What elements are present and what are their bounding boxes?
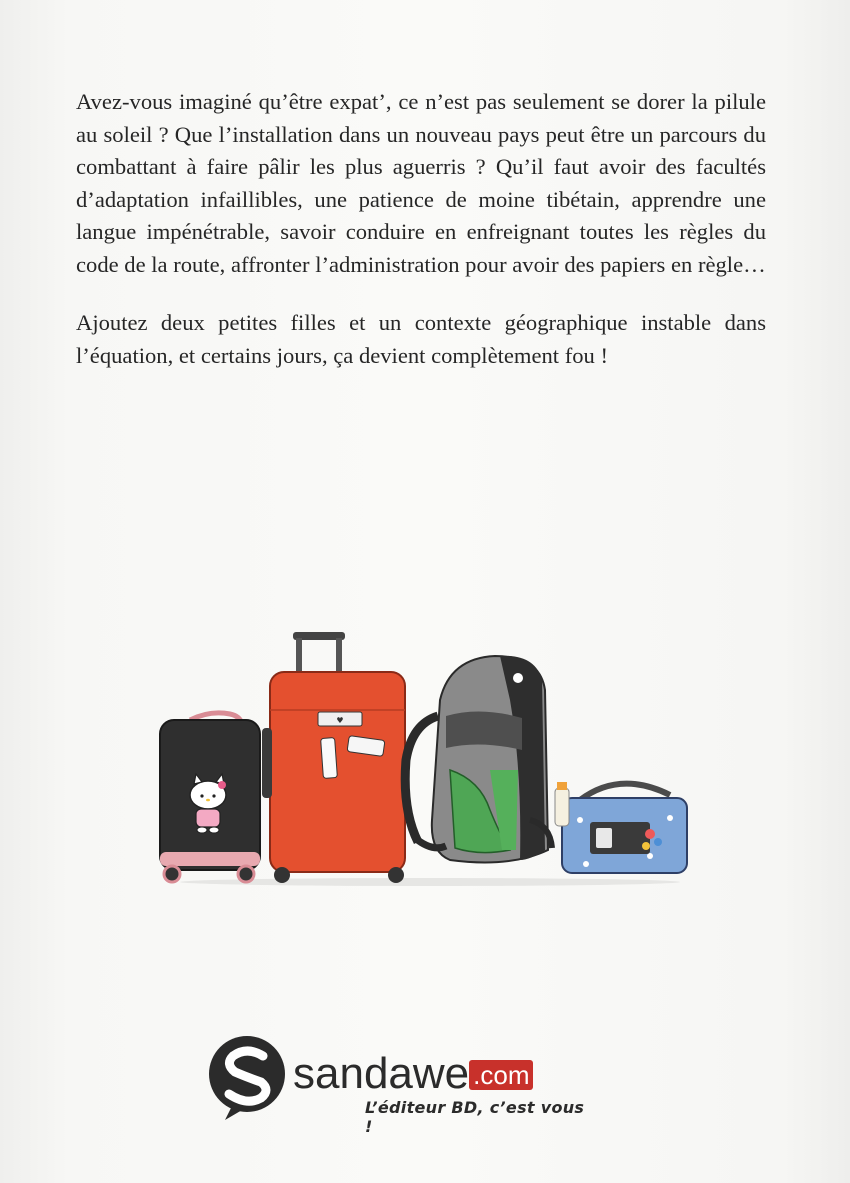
blue-bag xyxy=(555,782,687,873)
svg-text:♥: ♥ xyxy=(336,716,344,725)
back-cover-blurb xyxy=(76,86,766,398)
logo-wordmark xyxy=(293,1049,533,1098)
logo-brand: sandawe xyxy=(293,1049,470,1098)
black-suitcase xyxy=(160,713,260,882)
logo-domain-badge: .com xyxy=(469,1060,533,1090)
backpack xyxy=(405,656,552,863)
luggage-illustration xyxy=(150,620,700,900)
sandawe-logo xyxy=(205,1032,585,1136)
blurb-paragraph-2: Ajoutez deux petites filles et un contexte géographique instable dans l’équation, et certains jours, ça devient complètement fou ! xyxy=(76,310,766,368)
speech-bubble-s-icon xyxy=(205,1032,289,1128)
logo-tagline: L’éditeur BD, c’est vous ! xyxy=(365,1098,585,1136)
red-suitcase xyxy=(262,632,405,883)
blurb-paragraph-1: Avez-vous imaginé qu’être expat’, ce n’est pas seulement se dorer la pilule au soleil ? Que l’installation dans un nouveau pays peut être un parcours du combattant à faire pâlir les plus aguerris ? Qu’il faut avoir des facultés d’adaptation infaillibles, une patience de moine tibétain, apprendre une langue impénétrable, savoir conduire en enfreignant toutes les règles du code de la route, affronter l’administration pour avoir des papiers en règle… xyxy=(76,89,766,277)
